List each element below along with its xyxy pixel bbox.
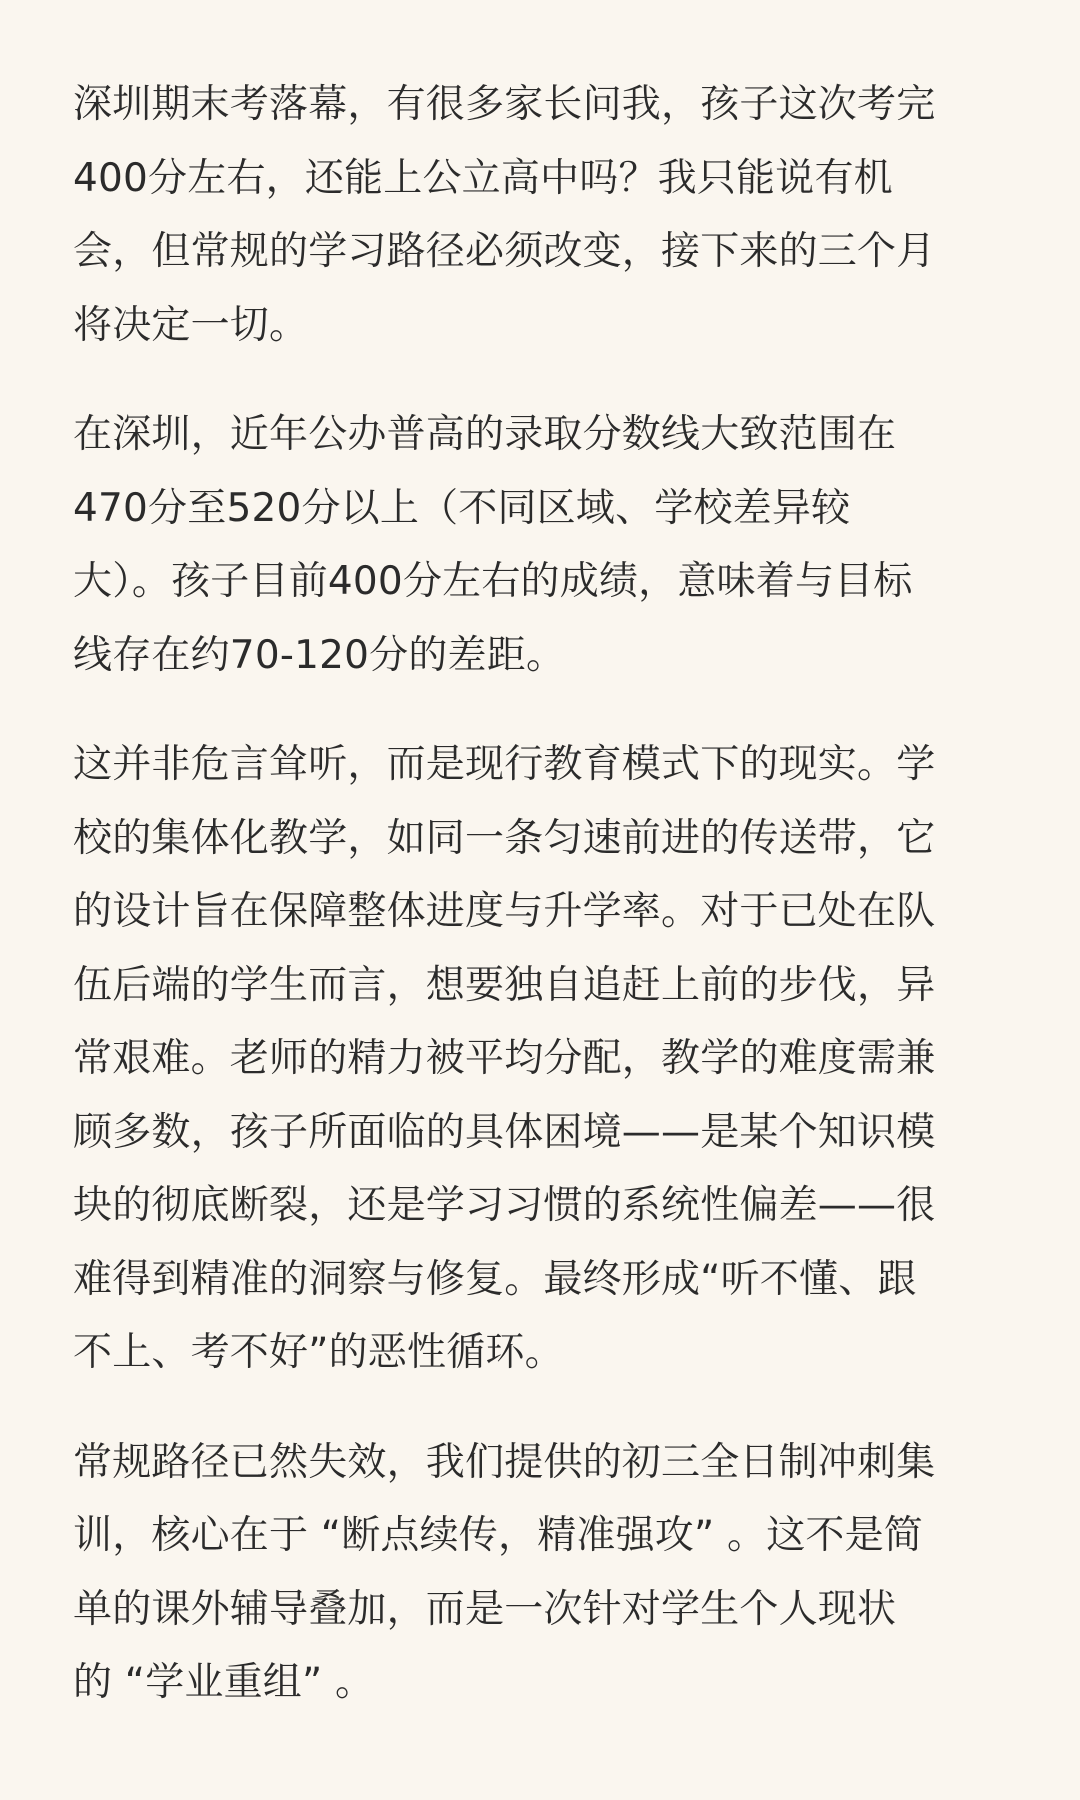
text-line: 400分左右，还能上公立高中吗？我只能说有机 <box>73 155 893 201</box>
text-line: 常艰难。老师的精力被平均分配，教学的难度需兼 <box>73 1036 936 1081</box>
text-line: 大）。孩子目前400分左右的成绩，意味着与目标 <box>73 559 913 604</box>
text-line: 线存在约70-120分的差距。 <box>73 632 566 678</box>
text-line: 难得到精准的洞察与修复。最终形成“听不懂、跟 <box>73 1256 917 1302</box>
text-line: 训，核心在于 “断点续传，精准强攻” 。这不是简 <box>73 1513 924 1558</box>
text-line: 伍后端的学生而言，想要独自追赶上前的步伐，异 <box>73 962 936 1008</box>
text-line: 的设计旨在保障整体进度与升学率。对于已处在队 <box>73 889 936 934</box>
paragraph-2 <box>73 398 1020 692</box>
text-line: 这并非危言耸听，而是现行教育模式下的现实。学 <box>73 742 936 787</box>
text-line: 470分至520分以上（不同区域、学校差异较 <box>73 485 851 531</box>
text-line: 块的彻底断裂，还是学习习惯的系统性偏差——很 <box>73 1183 936 1228</box>
text-line: 顾多数，孩子所面临的具体困境——是某个知识模 <box>73 1109 936 1155</box>
text-line: 不上、考不好”的恶性循环。 <box>73 1330 564 1375</box>
text-line: 深圳期末考落幕，有很多家长问我，孩子这次考完 <box>73 82 936 127</box>
paragraph-1 <box>73 68 1020 362</box>
text-line: 校的集体化教学，如同一条匀速前进的传送带，它 <box>73 815 936 861</box>
text-line: 常规路径已然失效，我们提供的初三全日制冲刺集 <box>73 1439 936 1485</box>
text-line: 在深圳，近年公办普高的录取分数线大致范围在 <box>73 412 897 457</box>
text-line: 的 “学业重组” 。 <box>73 1660 375 1705</box>
text-line: 将决定一切。 <box>73 302 309 348</box>
paragraph-4 <box>73 1426 1020 1720</box>
text-line: 单的课外辅导叠加，而是一次针对学生个人现状 <box>73 1586 897 1632</box>
text-line: 会，但常规的学习路径必须改变，接下来的三个月 <box>73 229 936 274</box>
paragraph-3 <box>73 728 1020 1390</box>
